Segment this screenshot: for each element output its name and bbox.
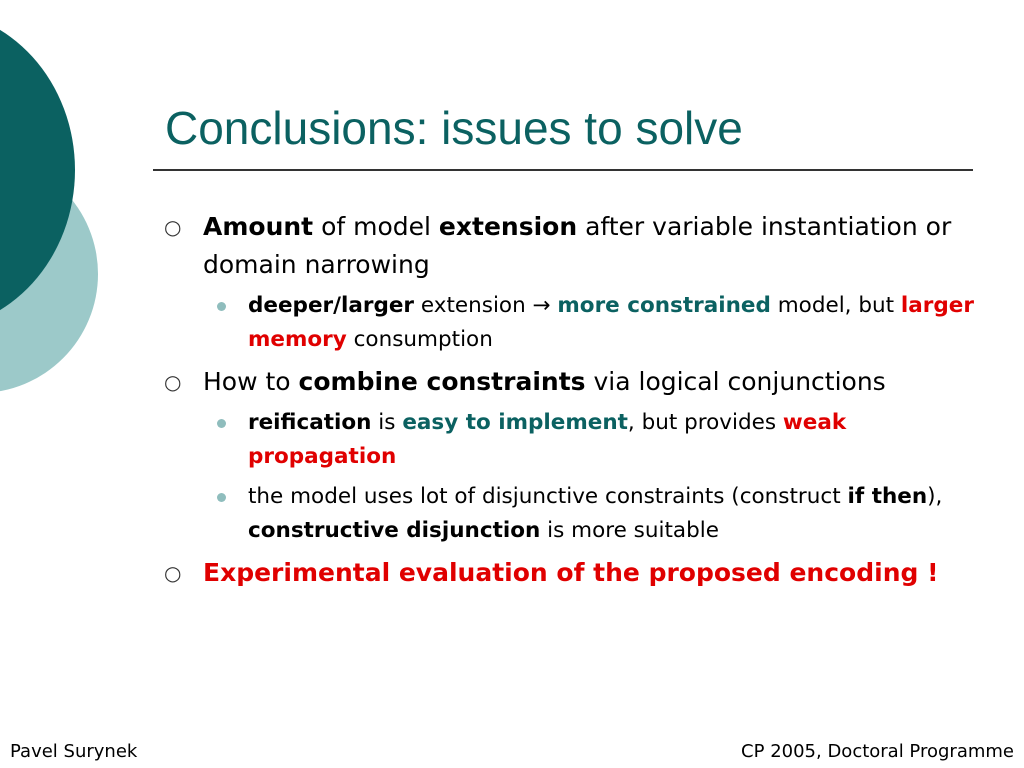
- bullet-text: after variable instantiation or domain narrowing: [203, 212, 952, 279]
- slide-content: [160, 208, 980, 597]
- bullet-text-bold: extension: [438, 212, 578, 241]
- title-underline: [153, 169, 973, 171]
- right-arrow-icon: →: [532, 293, 551, 318]
- sub-bullet-text-block: [248, 289, 980, 357]
- bullet-text-teal: easy to implement: [402, 410, 628, 435]
- bullet-text: is more suitable: [540, 518, 719, 543]
- bullet-text: extension: [414, 293, 533, 318]
- sub-bullet-deeper-extension: [160, 289, 980, 357]
- bullet-text: via logical conjunctions: [585, 367, 886, 396]
- bullet-text-bold: deeper/larger: [248, 293, 415, 318]
- sub-bullet-reification: [160, 406, 980, 474]
- bullet-text-teal: more constrained: [557, 293, 771, 318]
- bullet-text-red: weak propagation: [248, 410, 847, 469]
- bullet-text-bold: Amount: [203, 212, 314, 241]
- bullet-text-bold: reification: [248, 410, 372, 435]
- slide-title: Conclusions: issues to solve: [165, 102, 743, 154]
- bullet-text-bold: if then: [847, 484, 928, 509]
- filled-dot-bullet-icon: [217, 302, 226, 311]
- bullet-text: , but provides: [627, 410, 783, 435]
- bullet-text-red: Experimental evaluation of the proposed encoding !: [203, 558, 939, 587]
- bullet-item-experimental-evaluation: [160, 554, 980, 592]
- bullet-text: How to: [203, 367, 299, 396]
- bullet-text: model, but: [770, 293, 901, 318]
- bullet-text: consumption: [346, 327, 493, 352]
- bullet-item-model-extension: [160, 208, 980, 284]
- filled-dot-bullet-icon: [217, 419, 226, 428]
- footer-author: Pavel Surynek: [10, 741, 138, 762]
- bullet-text: ),: [927, 484, 943, 509]
- sub-bullet-disjunctive: [160, 480, 980, 548]
- bullet-text: of model: [313, 212, 439, 241]
- bullet-text-bold: constructive disjunction: [248, 518, 541, 543]
- bullet-text: the model uses lot of disjunctive constraints (construct: [248, 484, 848, 509]
- bullet-text: is: [371, 410, 403, 435]
- filled-dot-bullet-icon: [217, 493, 226, 502]
- hollow-circle-bullet-icon: ○: [164, 215, 182, 239]
- bullet-item-combine-constraints: [160, 363, 980, 401]
- bullet-text-bold: combine constraints: [298, 367, 586, 396]
- sub-bullet-text-block: [248, 406, 980, 474]
- sub-bullet-text-block: [248, 480, 980, 548]
- bullet-text-red: larger memory: [248, 293, 974, 352]
- footer-event: CP 2005, Doctoral Programme: [741, 741, 1014, 762]
- hollow-circle-bullet-icon: ○: [164, 370, 182, 394]
- hollow-circle-bullet-icon: ○: [164, 561, 182, 585]
